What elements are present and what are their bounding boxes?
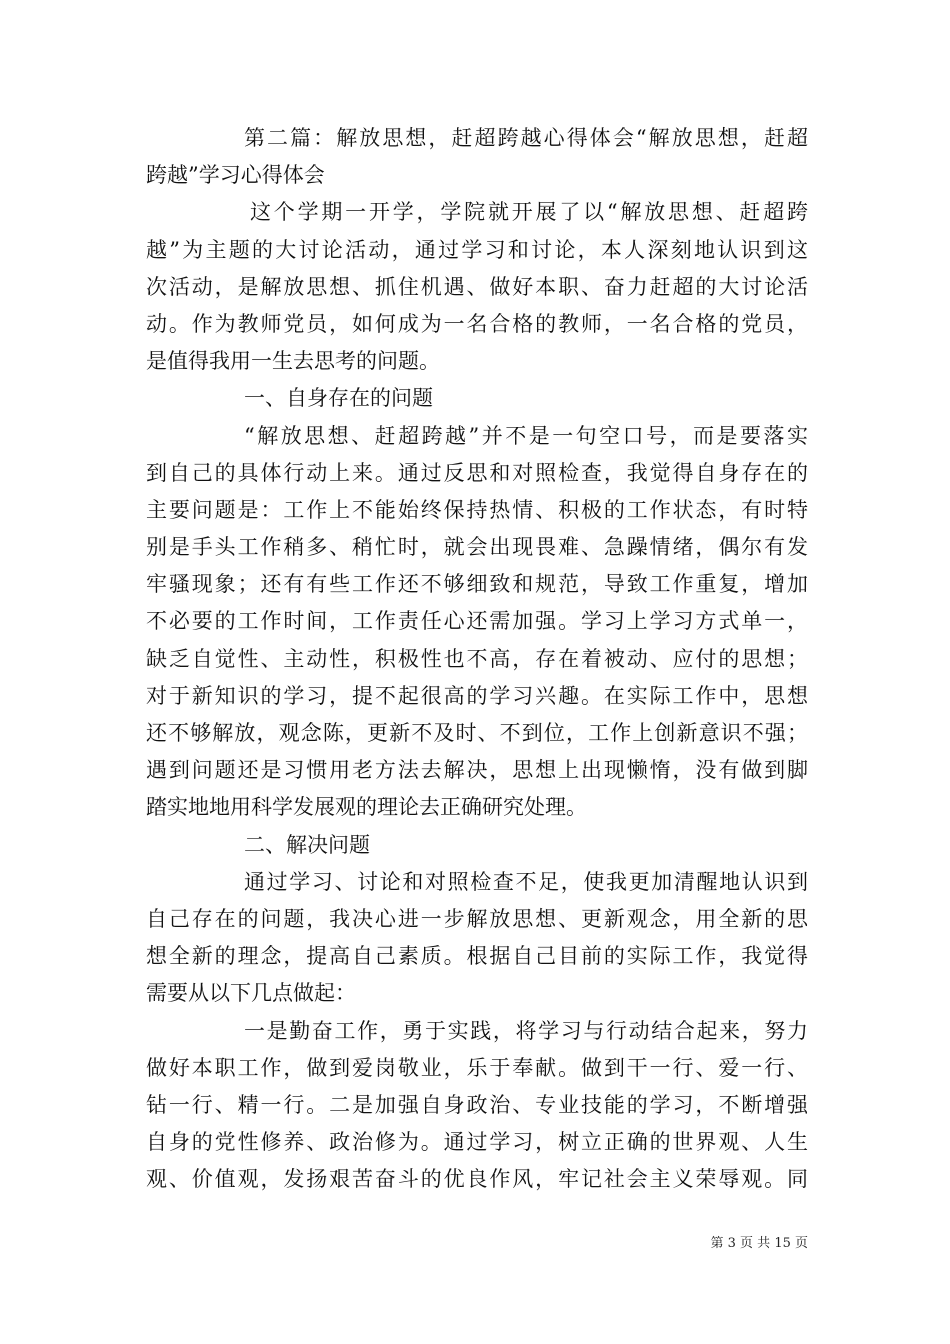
paragraph-line: 是值得我用一生去思考的问题。: [146, 349, 440, 374]
paragraph-line: 次活动，是解放思想、抓住机遇、做好本职、奋力赶超的大讨论活: [146, 274, 808, 299]
page-number: 第 3 页 共 15 页: [710, 1236, 808, 1251]
paragraph-line: 还不够解放，观念陈，更新不及时、不到位，工作上创新意识不强；: [146, 721, 808, 745]
paragraph-line: 不必要的工作时间，工作责任心还需加强。学习上学习方式单一，: [146, 609, 808, 634]
paragraph-line: 想全新的理念，提高自己素质。根据自己目前的实际工作，我觉得: [146, 944, 808, 969]
section-heading-1: 一、自身存在的问题: [244, 386, 433, 411]
article-title-line-1: 第二篇：解放思想，赶超跨越心得体会“解放思想，赶超: [244, 126, 808, 150]
paragraph-line: 对于新知识的学习，提不起很高的学习兴趣。在实际工作中，思想: [146, 683, 808, 708]
paragraph-line: 做好本职工作，做到爱岗敬业，乐于奉献。做到干一行、爱一行、: [146, 1055, 808, 1080]
section-heading-2: 二、解决问题: [244, 832, 370, 857]
paragraph-line: 自己存在的问题，我决心进一步解放思想、更新观念，用全新的思: [146, 906, 808, 931]
paragraph-line: 自身的党性修养、政治修为。通过学习，树立正确的世界观、人生: [146, 1130, 808, 1155]
paragraph-line: 一是勤奋工作，勇于实践，将学习与行动结合起来，努力: [244, 1018, 808, 1043]
paragraph-line: 动。作为教师党员，如何成为一名合格的教师，一名合格的党员，: [146, 311, 808, 336]
paragraph-line: 主要问题是：工作上不能始终保持热情、积极的工作状态，有时特: [146, 497, 808, 522]
paragraph-line: 观、价值观，发扬艰苦奋斗的优良作风，牢记社会主义荣辱观。同: [146, 1167, 808, 1192]
article-title-line-2: 跨越”学习心得体会: [146, 163, 325, 188]
paragraph-line: 到自己的具体行动上来。通过反思和对照检查，我觉得自身存在的: [146, 460, 808, 485]
paragraph-line: 牢骚现象；还有有些工作还不够细致和规范，导致工作重复，增加: [146, 572, 808, 597]
paragraph-line: 钻一行、精一行。二是加强自身政治、专业技能的学习，不断增强: [146, 1092, 808, 1117]
paragraph-line: 遇到问题还是习惯用老方法去解决，思想上出现懒惰，没有做到脚: [146, 758, 808, 783]
paragraph-line: 别是手头工作稍多、稍忙时，就会出现畏难、急躁情绪，偶尔有发: [146, 535, 808, 560]
paragraph-line: 这个学期一开学，学院就开展了以“解放思想、赶超跨: [250, 200, 808, 225]
paragraph-line: “解放思想、赶超跨越”并不是一句空口号，而是要落实: [244, 423, 808, 448]
paragraph-line: 越”为主题的大讨论活动，通过学习和讨论，本人深刻地认识到这: [146, 237, 808, 262]
paragraph-line: 缺乏自觉性、主动性，积极性也不高，存在着被动、应付的思想；: [146, 646, 808, 671]
paragraph-line: 通过学习、讨论和对照检查不足，使我更加清醒地认识到: [244, 869, 808, 894]
paragraph-line: 踏实地地用科学发展观的理论去正确研究处理。: [146, 795, 587, 820]
paragraph-line: 需要从以下几点做起：: [146, 981, 356, 1006]
document-body: [146, 120, 808, 1198]
